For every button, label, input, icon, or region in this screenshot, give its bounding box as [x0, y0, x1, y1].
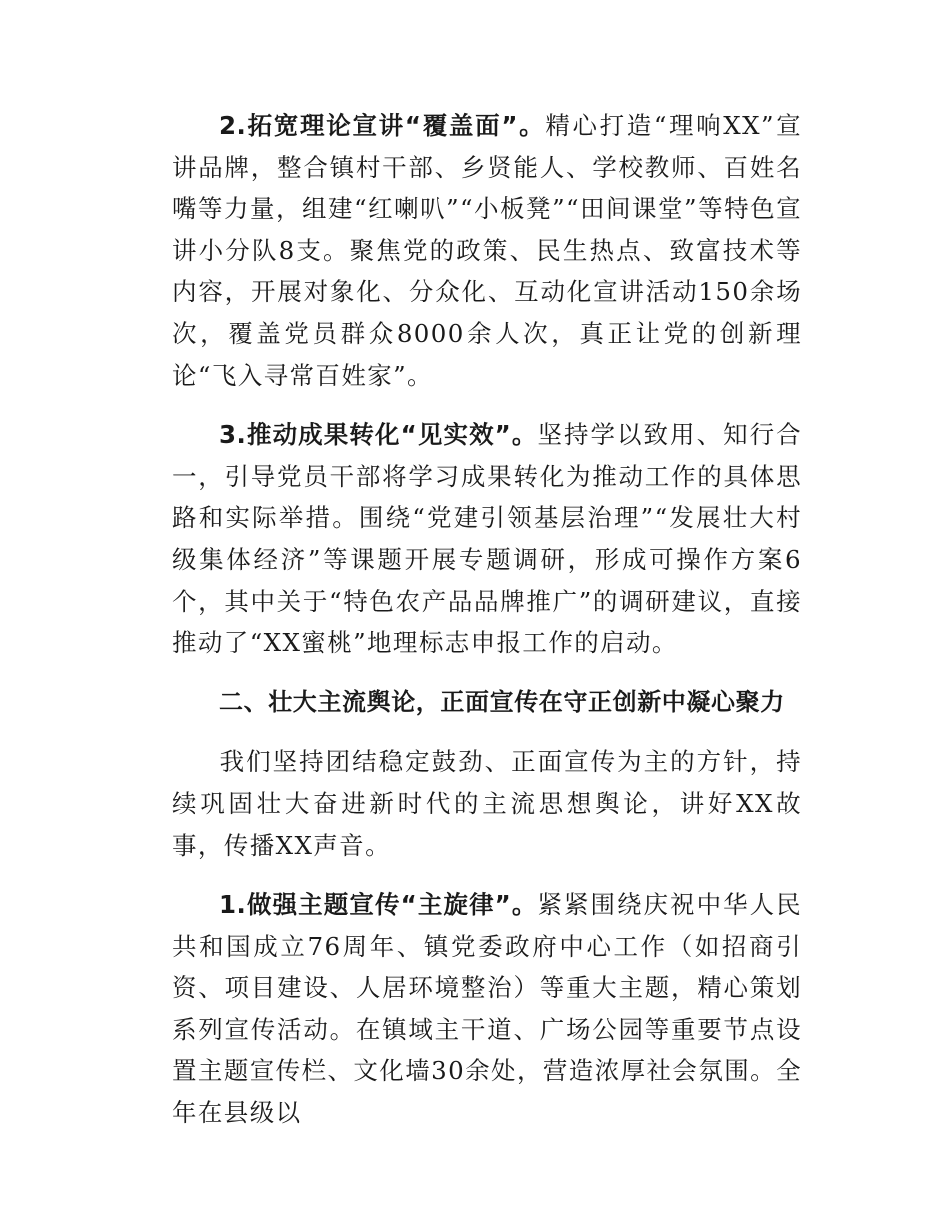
- paragraph-body: 精心打造“理响XX”宣讲品牌，整合镇村干部、乡贤能人、学校教师、百姓名嘴等力量，组建“红喇叭”“小板凳”“田间课堂”等特色宣讲小分队8支。聚焦党的政策、民生热点、致富技术等内容，开展对象化、分众化、互动化宣讲活动150余场次，覆盖党员群众8000余人次，真正让党的创新理论“飞入寻常百姓家”。: [172, 111, 802, 390]
- paragraph-theme-publicity: [172, 884, 802, 1134]
- paragraph-body: 坚持学以致用、知行合一，引导党员干部将学习成果转化为推动工作的具体思路和实际举措。围绕“党建引领基层治理”“发展壮大村级集体经济”等课题开展专题调研，形成可操作方案6个，其中关于“特色农产品品牌推广”的调研建议，直接推动了“XX蜜桃”地理标志申报工作的启动。: [172, 420, 802, 658]
- document-page: [172, 105, 802, 1152]
- paragraph-lead: 2.拓宽理论宣讲“覆盖面”。: [219, 111, 546, 140]
- paragraph-intro: [172, 741, 802, 866]
- paragraph-lead: 3.推动成果转化“见实效”。: [219, 420, 538, 450]
- section-heading-text: 二、壮大主流舆论，正面宣传在守正创新中凝心聚力: [219, 687, 785, 716]
- paragraph-body: 紧紧围绕庆祝中华人民共和国成立76周年、镇党委政府中心工作（如招商引资、项目建设、人居环境整治）等重大主题，精心策划系列宣传活动。在镇域主干道、广场公园等重要节点设置主题宣传栏、文化墙30余处，营造浓厚社会氛围。全年在县级以: [172, 890, 802, 1128]
- paragraph-results-transform: [172, 414, 802, 664]
- paragraph-body: 我们坚持团结稳定鼓劲、正面宣传为主的方针，持续巩固壮大奋进新时代的主流思想舆论，讲好XX故事，传播XX声音。: [172, 747, 802, 860]
- section-heading: [172, 682, 802, 724]
- paragraph-lead: 1.做强主题宣传“主旋律”。: [219, 890, 538, 920]
- paragraph-theory-outreach: [172, 105, 802, 396]
